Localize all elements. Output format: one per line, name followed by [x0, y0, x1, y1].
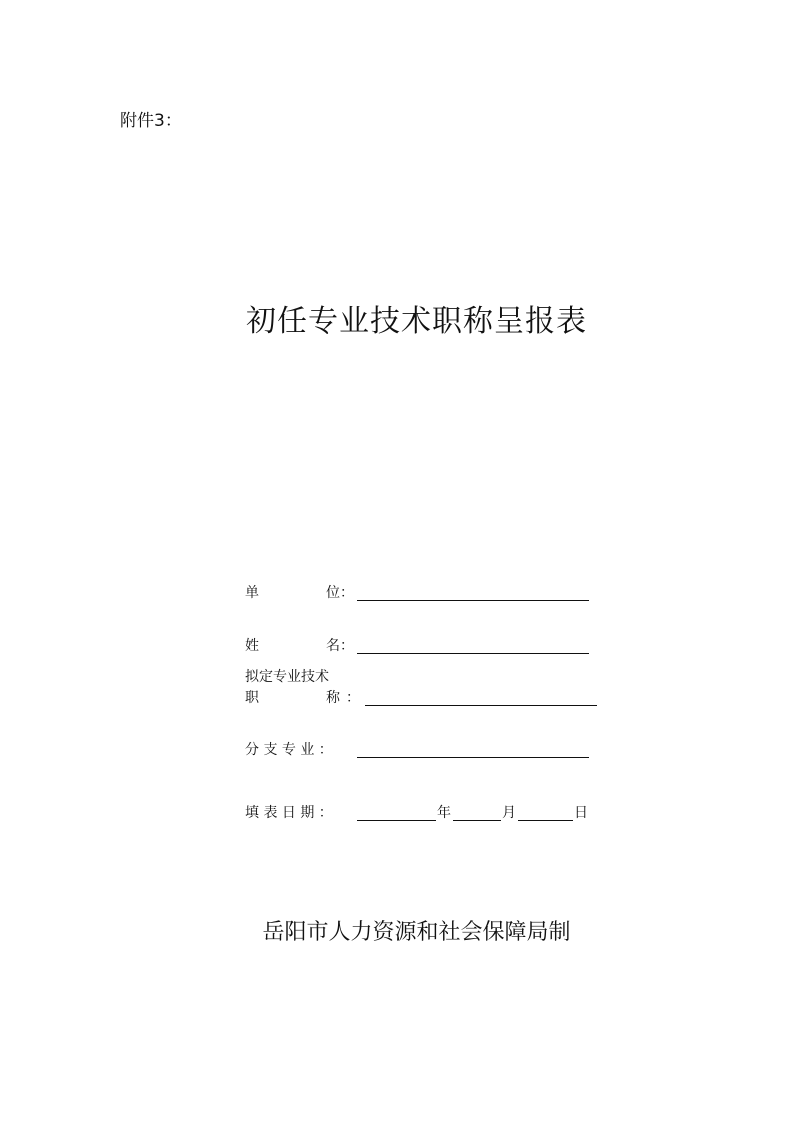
issuer-footer: 岳阳市人力资源和社会保障局制: [262, 920, 571, 945]
date-label: 填 表 日 期 ：: [245, 805, 333, 821]
unit-input-line[interactable]: [357, 600, 589, 601]
proposed-title-input-line[interactable]: [365, 705, 597, 706]
proposed-title-label-char2: 称: [326, 690, 340, 706]
date-month-unit: 月: [502, 805, 516, 821]
unit-label-char1: 单: [245, 585, 259, 601]
branch-label: 分 支 专 业 ：: [245, 742, 333, 758]
proposed-title-label-char1: 职: [245, 690, 259, 706]
proposed-title-label-line1: 拟定专业技术: [245, 669, 329, 685]
attachment-label: 附件3：: [120, 111, 182, 131]
proposed-title-label-colon: ：: [346, 690, 360, 706]
unit-label-char2: 位：: [326, 585, 354, 601]
date-year-line[interactable]: [357, 820, 436, 821]
name-input-line[interactable]: [357, 653, 589, 654]
date-month-line[interactable]: [453, 820, 501, 821]
name-label-char2: 名：: [326, 638, 354, 654]
branch-input-line[interactable]: [357, 757, 589, 758]
date-year-unit: 年: [437, 805, 451, 821]
name-label-char1: 姓: [245, 638, 259, 654]
document-title: 初任专业技术职称呈报表: [246, 304, 587, 339]
date-day-line[interactable]: [518, 820, 573, 821]
date-day-unit: 日: [574, 805, 588, 821]
